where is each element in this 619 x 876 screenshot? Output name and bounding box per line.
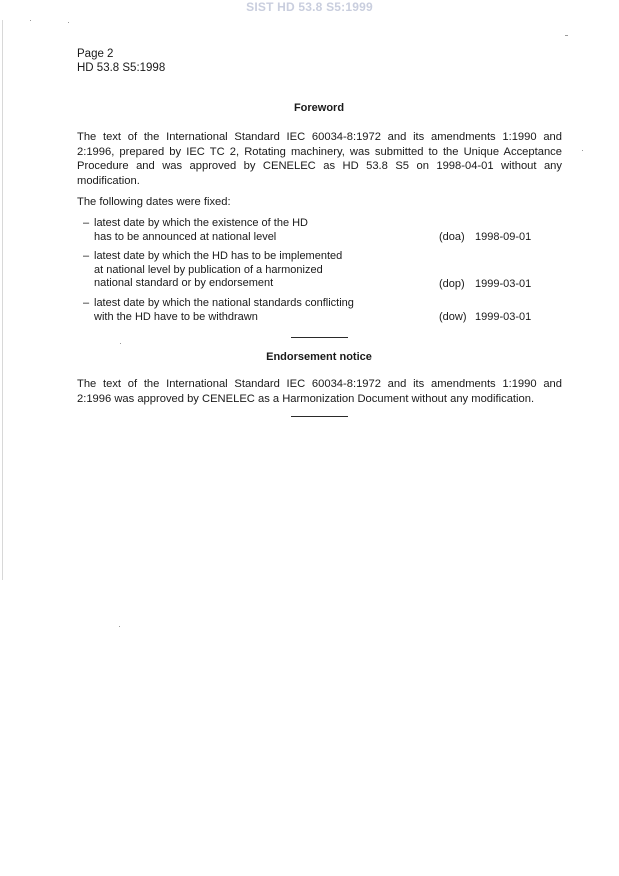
description-line: national standard or by endorsement [94, 277, 274, 290]
foreword-title: Foreword [293, 102, 345, 114]
foreword-line: The text of the International Standard IEC 60034-8:1972 and its amendments 1:1990 and [77, 131, 562, 143]
description-line: latest date by which the national standards conflicting [94, 297, 354, 309]
endorsement-paragraph [77, 377, 562, 406]
date-value: 1999-03-01 [475, 278, 532, 290]
scan-speck [582, 150, 583, 151]
page-number: Page 2 [77, 48, 114, 60]
date-code: (doa) [439, 231, 465, 243]
date-item-dow [83, 297, 553, 325]
date-value: 1998-09-01 [475, 231, 532, 243]
endorsement-line: The text of the International Standard IEC 60034-8:1972 and its amendments 1:1990 and [77, 378, 562, 390]
date-item-description [94, 297, 414, 324]
list-dash: – [83, 250, 90, 262]
dates-intro: The following dates were fixed: [77, 196, 231, 208]
date-value: 1999-03-01 [475, 311, 532, 323]
scan-speck [120, 343, 121, 344]
scan-speck [119, 626, 120, 627]
foreword-line: Procedure and was approved by CENELEC as HD 53.8 S5 on 1998-04-01 without any [77, 160, 562, 173]
scan-speck [68, 22, 69, 23]
date-item-doa [83, 217, 553, 245]
date-item-description [94, 217, 414, 244]
foreword-line: modification. [77, 174, 140, 187]
foreword-paragraph [77, 130, 562, 188]
list-dash: – [83, 297, 90, 309]
foreword-line: 2:1996, prepared by IEC TC 2, Rotating machinery, was submitted to the Unique Acceptance [77, 145, 562, 158]
description-line: latest date by which the HD has to be implemented [94, 250, 343, 262]
watermark: SIST HD 53.8 S5:1999 [246, 0, 373, 14]
date-item-description [94, 250, 414, 291]
date-item-dop [83, 250, 553, 292]
endorsement-line: 2:1996 was approved by CENELEC as a Harmonization Document without any modification. [77, 392, 535, 405]
section-divider [291, 337, 348, 338]
scan-edge-line [2, 20, 3, 580]
endorsement-title: Endorsement notice [266, 351, 372, 363]
document-id: HD 53.8 S5:1998 [77, 62, 166, 74]
section-divider [291, 416, 348, 417]
list-dash: – [83, 217, 90, 229]
description-line: at national level by publication of a harmonized [94, 263, 323, 276]
description-line: has to be announced at national level [94, 230, 277, 243]
page-header [77, 47, 165, 75]
description-line: latest date by which the existence of the HD [94, 217, 309, 229]
scan-speck [30, 20, 31, 21]
date-code: (dow) [439, 311, 467, 323]
date-code: (dop) [439, 278, 465, 290]
scan-speck [565, 35, 568, 36]
description-line: with the HD have to be withdrawn [94, 310, 258, 323]
